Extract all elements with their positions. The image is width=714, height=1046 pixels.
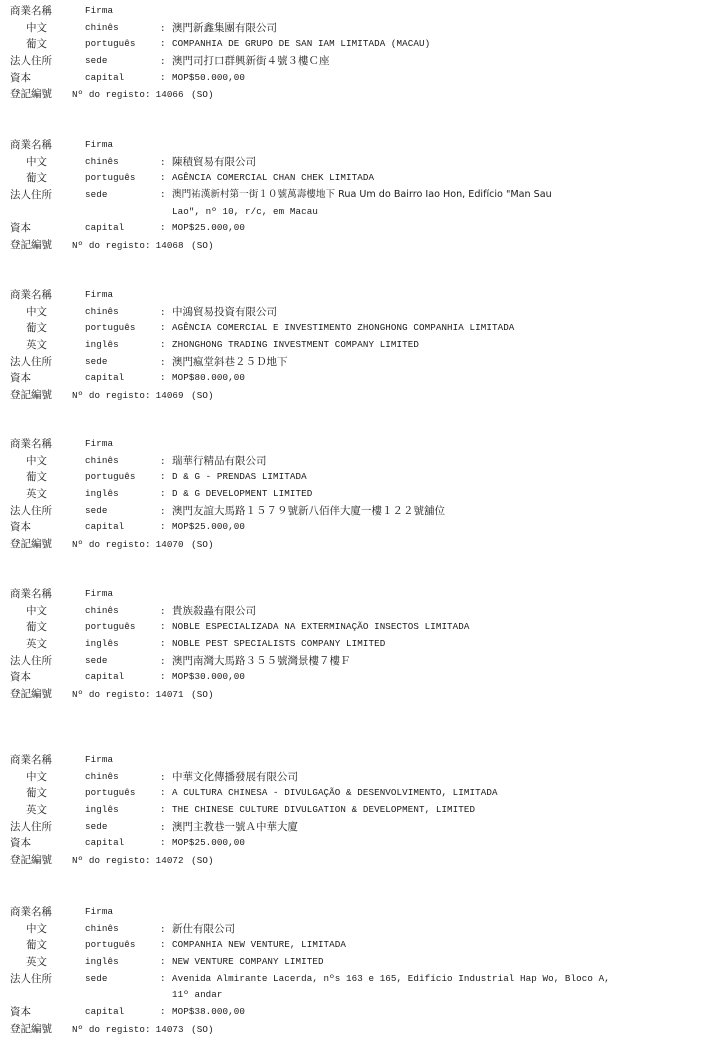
portugues-row [10, 469, 710, 486]
ingles-label-zh: 英文 [26, 339, 47, 352]
chines-value: 瑞華行精品有限公司 [172, 454, 267, 467]
registry-entry [10, 287, 710, 404]
portugues-label-zh: 葡文 [26, 471, 47, 484]
sede-row [10, 187, 710, 220]
sede-row [10, 819, 710, 836]
registo-so: (SO) [191, 689, 214, 701]
colon: : [160, 621, 166, 633]
ingles-row [10, 486, 710, 503]
colon: : [160, 923, 166, 935]
sede-value: 澳門司打口群興新街４號３樓Ｃ座 [172, 55, 330, 68]
registo-number: 14068 [155, 240, 184, 252]
firma-label-pt: Firma [85, 754, 114, 765]
chines-label-pt: chinês [85, 305, 119, 317]
ingles-value: THE CHINESE CULTURE DIVULGATION & DEVELOPMENT, LIMITED [172, 804, 476, 816]
colon: : [160, 306, 166, 318]
ingles-row [10, 636, 710, 653]
firma-row [10, 904, 710, 921]
colon: : [160, 38, 166, 50]
capital-value: MOP$25.000,00 [172, 222, 245, 234]
registry-entry [10, 137, 710, 254]
firma-label-zh: 商業名稱 [10, 289, 52, 301]
ingles-label-pt: inglês [85, 339, 119, 351]
registo-label-pt: Nº do registo: [72, 240, 151, 252]
portugues-row [10, 785, 710, 802]
registo-so: (SO) [191, 89, 214, 101]
portugues-label-zh: 葡文 [26, 38, 47, 51]
colon: : [160, 322, 166, 334]
chines-label-pt: chinês [85, 21, 119, 33]
capital-row [10, 1004, 710, 1021]
colon: : [160, 455, 166, 467]
colon: : [160, 655, 166, 667]
portugues-row [10, 937, 710, 954]
registo-row [10, 387, 710, 404]
sede-label-pt: sede [85, 972, 108, 984]
firma-row [10, 3, 710, 20]
ingles-label-zh: 英文 [26, 638, 47, 651]
portugues-value: COMPANHIA NEW VENTURE, LIMITADA [172, 939, 347, 951]
ingles-value: D & G DEVELOPMENT LIMITED [172, 488, 313, 500]
registo-row [10, 852, 710, 869]
portugues-label-pt: português [85, 38, 136, 50]
registo-so: (SO) [191, 1023, 214, 1035]
capital-row [10, 220, 710, 237]
colon: : [160, 189, 166, 201]
portugues-label-zh: 葡文 [26, 621, 47, 634]
registo-label-zh: 登記編號 [10, 688, 52, 701]
registo-label-pt: Nº do registo: [72, 89, 151, 101]
colon: : [160, 972, 166, 984]
portugues-label-zh: 葡文 [26, 787, 47, 800]
portugues-label-pt: português [85, 322, 136, 334]
portugues-label-zh: 葡文 [26, 322, 47, 335]
capital-label-zh: 資本 [10, 222, 31, 235]
registry-entry [10, 586, 710, 703]
capital-value: MOP$80.000,00 [172, 372, 245, 384]
firma-label-zh: 商業名稱 [10, 588, 52, 600]
firma-row [10, 752, 710, 769]
portugues-row [10, 619, 710, 636]
colon: : [160, 939, 166, 951]
registo-label-pt: Nº do registo: [72, 390, 151, 402]
portugues-label-pt: português [85, 172, 136, 184]
sede-row [10, 53, 710, 70]
sede-value-line2: Lao", nº 10, r/c, em Macau [172, 205, 318, 217]
registo-label-zh: 登記編號 [10, 1022, 52, 1035]
registo-row [10, 536, 710, 553]
chines-row [10, 304, 710, 321]
portugues-label-pt: português [85, 471, 136, 483]
chines-label-pt: chinês [85, 922, 119, 934]
chines-label-zh: 中文 [26, 305, 47, 318]
registo-label-zh: 登記編號 [10, 239, 52, 252]
registo-row [10, 686, 710, 703]
colon: : [160, 356, 166, 368]
portugues-row [10, 36, 710, 53]
sede-label-zh: 法人住所 [10, 654, 52, 667]
portugues-label-pt: português [85, 787, 136, 799]
registo-so: (SO) [191, 240, 214, 252]
colon: : [160, 787, 166, 799]
colon: : [160, 804, 166, 816]
portugues-value: D & G - PRENDAS LIMITADA [172, 471, 307, 483]
portugues-value: NOBLE ESPECIALIZADA NA EXTERMINAÇÃO INSECTOS LIMITADA [172, 621, 470, 633]
firma-label-pt: Firma [85, 289, 114, 300]
colon: : [160, 488, 166, 500]
colon: : [160, 372, 166, 384]
capital-row [10, 669, 710, 686]
firma-label-zh: 商業名稱 [10, 139, 52, 151]
registo-number: 14071 [155, 689, 184, 701]
capital-value: MOP$25.000,00 [172, 837, 245, 849]
registo-label-pt: Nº do registo: [72, 689, 151, 701]
chines-row [10, 453, 710, 470]
ingles-label-zh: 英文 [26, 804, 47, 817]
chines-label-zh: 中文 [26, 21, 47, 34]
chines-label-zh: 中文 [26, 770, 47, 783]
sede-row [10, 503, 710, 520]
sede-label-pt: sede [85, 355, 108, 367]
colon: : [160, 56, 166, 68]
colon: : [160, 71, 166, 83]
capital-row [10, 519, 710, 536]
firma-row [10, 586, 710, 603]
chines-value: 貴族殺蟲有限公司 [172, 604, 256, 617]
registo-number: 14072 [155, 855, 184, 867]
portugues-label-zh: 葡文 [26, 939, 47, 952]
registo-label-zh: 登記編號 [10, 389, 52, 402]
registo-row [10, 237, 710, 254]
sede-value-line2: 11º andar [172, 989, 223, 1001]
colon: : [160, 956, 166, 968]
chines-value: 中華文化傳播發展有限公司 [172, 770, 298, 783]
registo-number: 14066 [155, 89, 184, 101]
chines-label-zh: 中文 [26, 155, 47, 168]
chines-label-pt: chinês [85, 770, 119, 782]
capital-label-zh: 資本 [10, 372, 31, 385]
chines-value: 陳積貿易有限公司 [172, 155, 256, 168]
sede-label-zh: 法人住所 [10, 189, 52, 202]
capital-label-pt: capital [85, 71, 125, 83]
registo-label-zh: 登記編號 [10, 538, 52, 551]
firma-label-pt: Firma [85, 438, 114, 449]
chines-row [10, 20, 710, 37]
chines-label-pt: chinês [85, 604, 119, 616]
capital-label-zh: 資本 [10, 71, 31, 84]
sede-label-zh: 法人住所 [10, 820, 52, 833]
colon: : [160, 521, 166, 533]
firma-label-zh: 商業名稱 [10, 5, 52, 17]
capital-row [10, 70, 710, 87]
capital-row [10, 370, 710, 387]
colon: : [160, 671, 166, 683]
firma-label-pt: Firma [85, 588, 114, 599]
chines-value: 中鴻貿易投資有限公司 [172, 305, 277, 318]
sede-value-line1: 澳門祐漢新村第一街１０號萬壽樓地下 Rua Um do Bairro Iao Hon, Edifício "Man Sau [172, 189, 552, 201]
capital-label-pt: capital [85, 372, 125, 384]
ingles-label-zh: 英文 [26, 488, 47, 501]
ingles-label-zh: 英文 [26, 956, 47, 969]
registo-number: 14073 [155, 1023, 184, 1035]
sede-label-pt: sede [85, 820, 108, 832]
chines-label-zh: 中文 [26, 604, 47, 617]
firma-label-zh: 商業名稱 [10, 438, 52, 450]
chines-label-pt: chinês [85, 454, 119, 466]
chines-value: 澳門新鑫集團有限公司 [172, 21, 277, 34]
sede-label-zh: 法人住所 [10, 355, 52, 368]
firma-label-zh: 商業名稱 [10, 906, 52, 918]
firma-row [10, 436, 710, 453]
sede-value: 澳門主教巷一號Ａ中華大廈 [172, 820, 298, 833]
registry-entry [10, 752, 710, 869]
registry-entry [10, 3, 710, 103]
capital-row [10, 835, 710, 852]
registo-label-pt: Nº do registo: [72, 1023, 151, 1035]
ingles-row [10, 337, 710, 354]
firma-label-pt: Firma [85, 5, 114, 16]
chines-row [10, 769, 710, 786]
capital-label-pt: capital [85, 222, 125, 234]
colon: : [160, 605, 166, 617]
sede-value: 澳門瘋堂斜巷２５Ｄ地下 [172, 355, 288, 368]
colon: : [160, 339, 166, 351]
ingles-label-pt: inglês [85, 804, 119, 816]
capital-value: MOP$50.000,00 [172, 71, 245, 83]
ingles-label-pt: inglês [85, 638, 119, 650]
portugues-value: AGÊNCIA COMERCIAL E INVESTIMENTO ZHONGHONG COMPANHIA LIMITADA [172, 322, 515, 334]
sede-row [10, 653, 710, 670]
capital-label-pt: capital [85, 1006, 125, 1018]
capital-label-zh: 資本 [10, 1006, 31, 1019]
capital-label-pt: capital [85, 521, 125, 533]
firma-row [10, 137, 710, 154]
registo-number: 14070 [155, 539, 184, 551]
firma-label-pt: Firma [85, 139, 114, 150]
registo-number: 14069 [155, 390, 184, 402]
firma-label-zh: 商業名稱 [10, 754, 52, 766]
colon: : [160, 222, 166, 234]
registo-label-zh: 登記編號 [10, 88, 52, 101]
registo-label-pt: Nº do registo: [72, 539, 151, 551]
colon: : [160, 1006, 166, 1018]
ingles-label-pt: inglês [85, 956, 119, 968]
portugues-label-pt: português [85, 621, 136, 633]
registry-entry [10, 904, 710, 1038]
sede-label-pt: sede [85, 55, 108, 67]
sede-label-pt: sede [85, 504, 108, 516]
registo-so: (SO) [191, 539, 214, 551]
sede-row [10, 354, 710, 371]
sede-label-pt: sede [85, 189, 108, 201]
registo-so: (SO) [191, 390, 214, 402]
registry-entry [10, 436, 710, 553]
portugues-value: COMPANHIA DE GRUPO DE SAN IAM LIMITADA (MACAU) [172, 38, 431, 50]
portugues-label-zh: 葡文 [26, 172, 47, 185]
capital-value: MOP$25.000,00 [172, 521, 245, 533]
sede-value-line1: Avenida Almirante Lacerda, nºs 163 e 165, Edifício Industrial Hap Wo, Bloco A, [172, 972, 610, 984]
capital-value: MOP$30.000,00 [172, 671, 245, 683]
ingles-label-pt: inglês [85, 488, 119, 500]
firma-label-pt: Firma [85, 906, 114, 917]
sede-row [10, 971, 710, 1004]
registo-label-zh: 登記編號 [10, 854, 52, 867]
registo-label-pt: Nº do registo: [72, 855, 151, 867]
colon: : [160, 22, 166, 34]
ingles-row [10, 954, 710, 971]
colon: : [160, 821, 166, 833]
capital-label-zh: 資本 [10, 837, 31, 850]
portugues-row [10, 320, 710, 337]
chines-label-zh: 中文 [26, 922, 47, 935]
sede-value: 澳門友誼大馬路１５７９號新八佰伴大廈一樓１２２號舖位 [172, 504, 445, 517]
sede-label-zh: 法人住所 [10, 504, 52, 517]
chines-label-pt: chinês [85, 155, 119, 167]
colon: : [160, 638, 166, 650]
colon: : [160, 771, 166, 783]
chines-value: 新仕有限公司 [172, 922, 235, 935]
sede-value: 澳門南灣大馬路３５５號灣景樓７樓Ｆ [172, 654, 351, 667]
portugues-value: A CULTURA CHINESA - DIVULGAÇÃO & DESENVOLVIMENTO, LIMITADA [172, 787, 498, 799]
firma-row [10, 287, 710, 304]
ingles-value: ZHONGHONG TRADING INVESTMENT COMPANY LIMITED [172, 339, 419, 351]
registo-row [10, 1021, 710, 1038]
portugues-value: AGÊNCIA COMERCIAL CHAN CHEK LIMITADA [172, 172, 375, 184]
registo-row [10, 86, 710, 103]
chines-row [10, 154, 710, 171]
chines-row [10, 603, 710, 620]
capital-label-pt: capital [85, 837, 125, 849]
capital-label-zh: 資本 [10, 521, 31, 534]
colon: : [160, 471, 166, 483]
colon: : [160, 505, 166, 517]
sede-label-zh: 法人住所 [10, 972, 52, 985]
colon: : [160, 837, 166, 849]
ingles-value: NEW VENTURE COMPANY LIMITED [172, 956, 324, 968]
chines-row [10, 921, 710, 938]
capital-label-pt: capital [85, 671, 125, 683]
portugues-row [10, 170, 710, 187]
registo-so: (SO) [191, 855, 214, 867]
sede-label-zh: 法人住所 [10, 55, 52, 68]
chines-label-zh: 中文 [26, 454, 47, 467]
capital-label-zh: 資本 [10, 671, 31, 684]
colon: : [160, 156, 166, 168]
ingles-row [10, 802, 710, 819]
colon: : [160, 172, 166, 184]
ingles-value: NOBLE PEST SPECIALISTS COMPANY LIMITED [172, 638, 386, 650]
sede-label-pt: sede [85, 654, 108, 666]
portugues-label-pt: português [85, 939, 136, 951]
capital-value: MOP$38.000,00 [172, 1006, 245, 1018]
